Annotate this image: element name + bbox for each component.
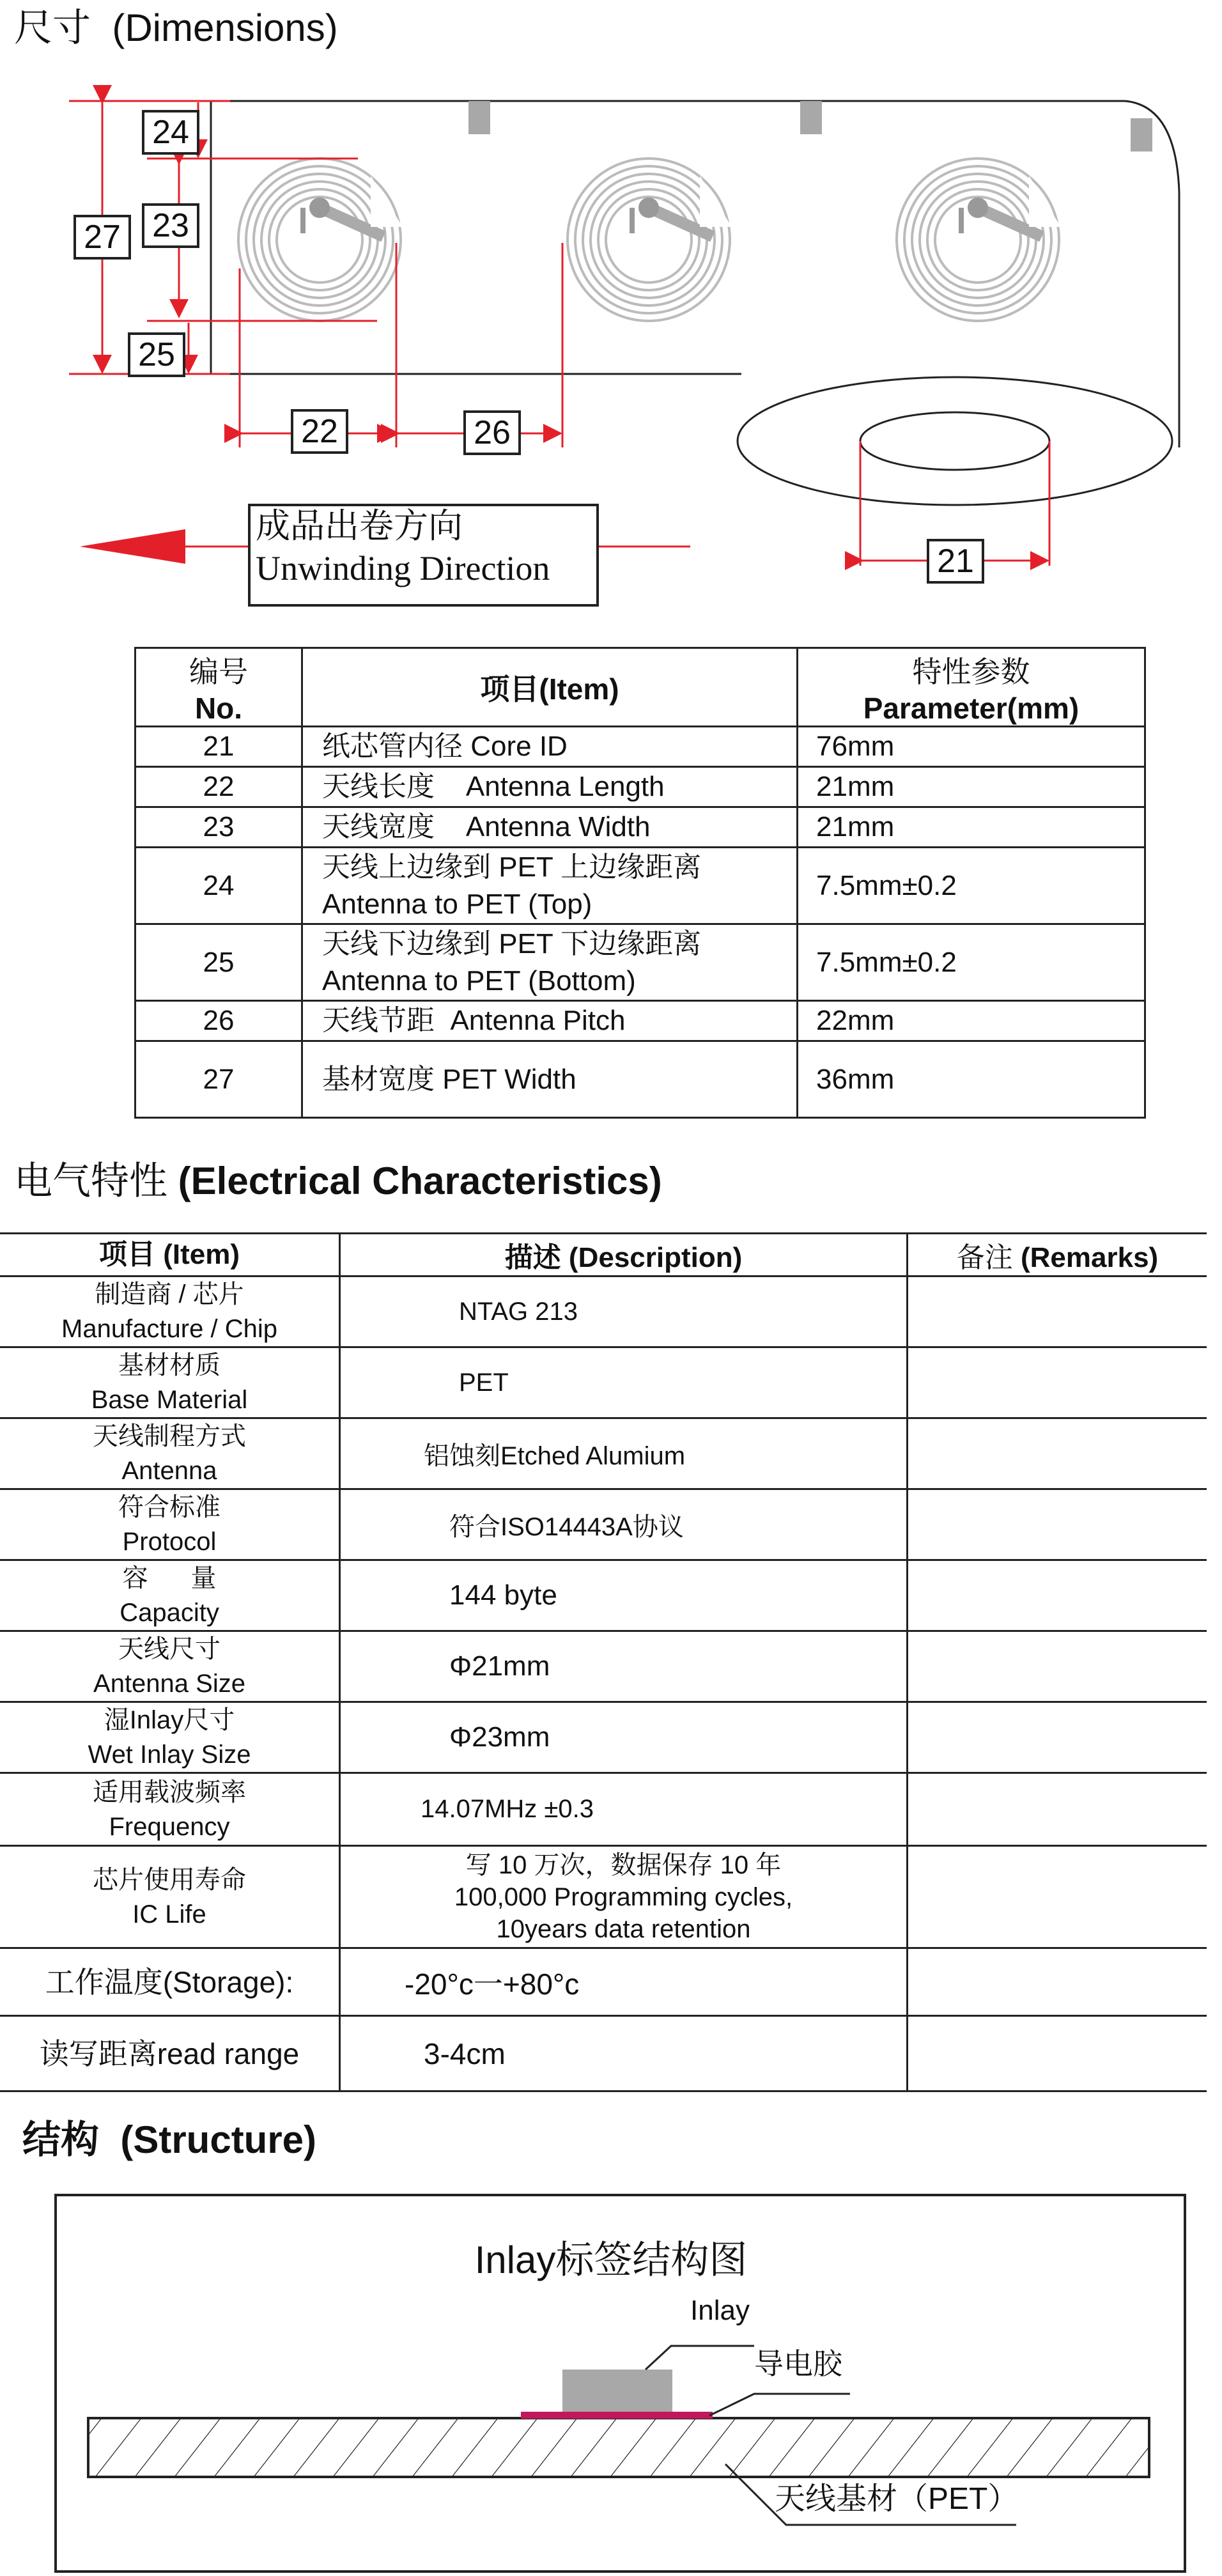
parameter-table bbox=[134, 647, 1146, 1119]
dimension-drawing bbox=[0, 0, 1222, 614]
table-header: 项目 (Item) 描述 (Description) 备注 (Remarks) bbox=[0, 1234, 1207, 1276]
dimensions-heading: 尺寸 (Dimensions) bbox=[14, 6, 338, 49]
table-row: 容 量 Capacity 144 byte bbox=[0, 1560, 1207, 1631]
table-row: 湿Inlay尺寸 Wet Inlay Size Φ23mm bbox=[0, 1702, 1207, 1773]
structure-diagram bbox=[0, 2192, 1222, 2576]
table-row: 24 天线上边缘到 PET 上边缘距离 Antenna to PET (Top) 7.5mm±0.2 bbox=[135, 848, 1145, 924]
table-row: 工作温度(Storage): -20°c一+80°c bbox=[0, 1948, 1207, 2016]
dim-label-21: 21 bbox=[927, 539, 984, 584]
table-row: 适用载波频率 Frequency 14.07MHz ±0.3 bbox=[0, 1773, 1207, 1846]
dim-label-26: 26 bbox=[463, 410, 521, 455]
table-row: 天线制程方式 Antenna 铝蚀刻Etched Alumium bbox=[0, 1418, 1207, 1489]
sprocket-mark bbox=[468, 101, 490, 134]
structure-diagram-title: Inlay标签结构图 bbox=[474, 2238, 748, 2281]
dim-label-25: 25 bbox=[128, 332, 185, 377]
table-row: 25 天线下边缘到 PET 下边缘距离 Antenna to PET (Bottom) 7.5mm±0.2 bbox=[135, 924, 1145, 1001]
table-row: 符合标准 Protocol 符合ISO14443A协议 bbox=[0, 1489, 1207, 1560]
col-item: 项目(Item) bbox=[302, 648, 798, 727]
label-conductive-adhesive: 导电胶 bbox=[754, 2347, 842, 2380]
antenna-coil bbox=[897, 159, 1061, 321]
table-row: 23 天线宽度 Antenna Width 21mm bbox=[135, 807, 1145, 848]
table-row: 天线尺寸 Antenna Size Φ21mm bbox=[0, 1631, 1207, 1702]
antenna-coil bbox=[568, 159, 732, 321]
table-row: 21 纸芯管内径 Core ID 76mm bbox=[135, 727, 1145, 767]
antenna-coil bbox=[238, 159, 403, 321]
label-inlay: Inlay bbox=[690, 2295, 750, 2326]
sprocket-mark bbox=[800, 101, 822, 134]
col-param: 特性参数 Parameter(mm) bbox=[798, 648, 1145, 727]
dim-label-27: 27 bbox=[73, 215, 131, 260]
conductive-adhesive bbox=[521, 2412, 713, 2419]
electrical-heading: 电气特性 (Electrical Characteristics) bbox=[14, 1160, 662, 1202]
col-no: 编号 No. bbox=[135, 648, 302, 727]
table-row: 读写距离read range 3-4cm bbox=[0, 2016, 1207, 2091]
table-row: 基材材质 Base Material PET bbox=[0, 1347, 1207, 1418]
unwinding-direction-label: 成品出卷方向 Unwinding Direction bbox=[256, 507, 550, 587]
table-row: 制造商 / 芯片 Manufacture / Chip NTAG 213 bbox=[0, 1276, 1207, 1347]
dim-label-22: 22 bbox=[291, 409, 348, 454]
label-pet-substrate: 天线基材（PET） bbox=[775, 2482, 1019, 2516]
table-row: 26 天线节距 Antenna Pitch 22mm bbox=[135, 1001, 1145, 1041]
reel-core bbox=[860, 412, 1049, 470]
inlay-chip bbox=[562, 2370, 672, 2412]
structure-heading: 结构 (Structure) bbox=[22, 2118, 317, 2161]
direction-arrow-icon bbox=[80, 529, 185, 564]
pet-substrate bbox=[88, 2418, 1149, 2477]
electrical-table bbox=[0, 1232, 1207, 2092]
dim-label-24: 24 bbox=[142, 110, 199, 155]
table-row: 27 基材宽度 PET Width 36mm bbox=[135, 1041, 1145, 1118]
dim-label-23: 23 bbox=[142, 203, 199, 248]
table-header bbox=[135, 648, 1145, 727]
sprocket-mark bbox=[1131, 118, 1152, 151]
table-row: 22 天线长度 Antenna Length 21mm bbox=[135, 767, 1145, 807]
table-row: 芯片使用寿命 IC Life 写 10 万次，数据保存 10 年 100,000 Programming cycles, 10years data retention bbox=[0, 1846, 1207, 1948]
